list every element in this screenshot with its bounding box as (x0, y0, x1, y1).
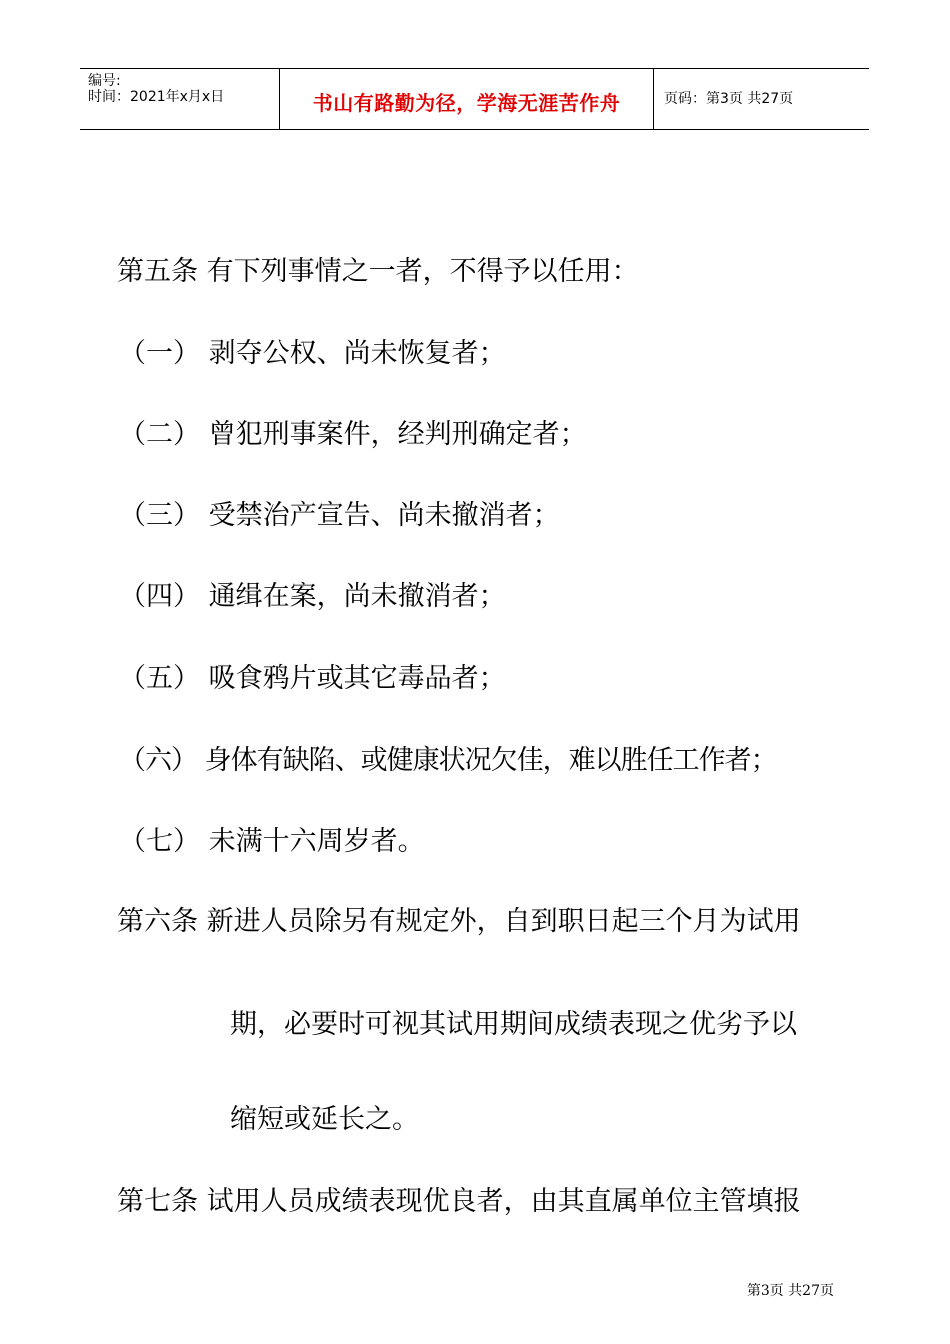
header-motto-cell (280, 69, 654, 129)
article-5-item-2: （二） 曾犯刑事案件，经判刑确定者； (119, 419, 587, 450)
article-5-heading: 第五条 有下列事情之一者，不得予以任用： (117, 256, 639, 287)
page-code-label: 页码：第3页 共27页 (664, 91, 794, 107)
article-7-line-1: 第七条 试用人员成绩表现优良者，由其直属单位主管填报 (117, 1186, 801, 1217)
article-5-item-1: （一） 剥夺公权、尚未恢复者； (119, 338, 506, 369)
motto-text: 书山有路勤为径，学海无涯苦作舟 (312, 91, 621, 115)
article-5-item-3: （三） 受禁治产宣告、尚未撤消者； (119, 500, 560, 531)
header-page-cell (654, 69, 869, 129)
article-5-item-6: （六） 身体有缺陷、或健康状况欠佳，难以胜任工作者； (119, 745, 777, 776)
page-footer: 第3页 共27页 (746, 1283, 834, 1299)
article-5-item-4: （四） 通缉在案，尚未撤消者； (119, 581, 506, 612)
article-6-line-1: 第六条 新进人员除另有规定外，自到职日起三个月为试用 (117, 906, 801, 937)
document-header (80, 68, 869, 130)
serial-number-label: 编号: (88, 73, 121, 89)
article-6-line-2: 期，必要时可视其试用期间成绩表现之优劣予以 (230, 1009, 797, 1040)
time-label: 时间：2021年x月x日 (88, 89, 225, 105)
article-6-line-3: 缩短或延长之。 (230, 1104, 419, 1135)
article-5-item-5: （五） 吸食鸦片或其它毒品者； (119, 663, 506, 694)
article-5-item-7: （七） 未满十六周岁者。 (119, 826, 425, 857)
header-info-cell (80, 69, 280, 129)
